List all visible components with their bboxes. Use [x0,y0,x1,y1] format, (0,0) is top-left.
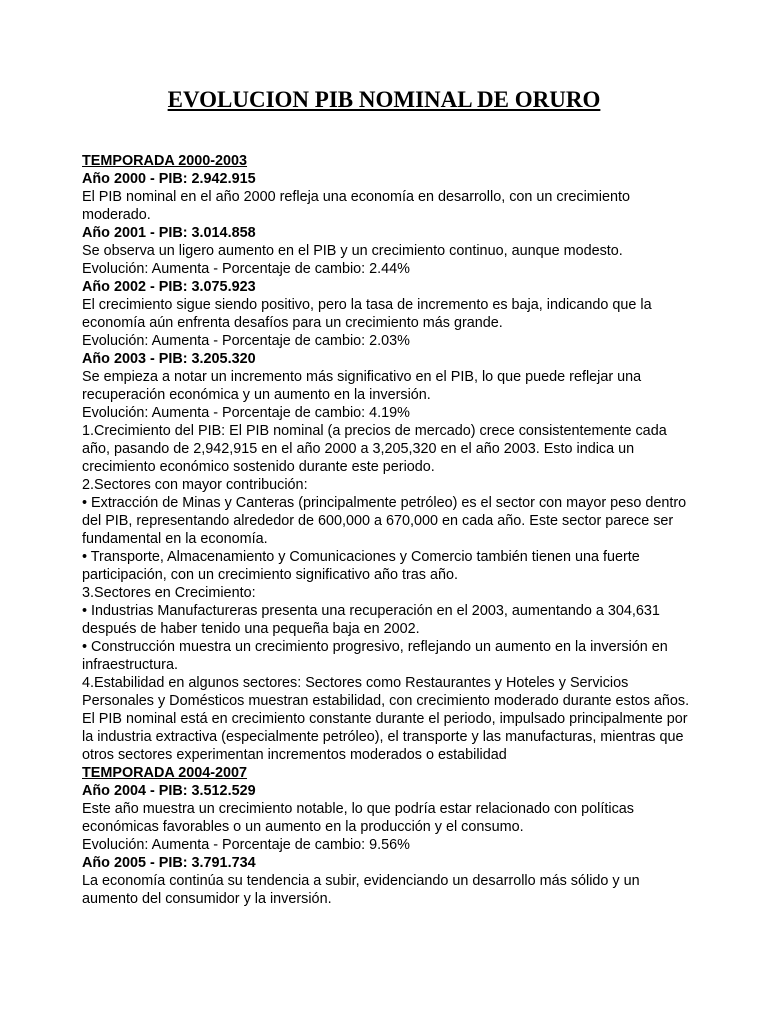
paragraph: 4.Estabilidad en algunos sectores: Sectores como Restaurantes y Hoteles y Servicios Personales y Domésticos muestran estabilidad, con crecimiento moderado durante estos años. [82,675,690,709]
bullet-item: • Construcción muestra un crecimiento progresivo, reflejando un aumento en la inversión en infraestructura. [82,639,668,673]
bullet-item: • Transporte, Almacenamiento y Comunicaciones y Comercio también tienen una fuerte participación, con un crecimiento significativo año tras año. [82,549,640,583]
evolution-line: Evolución: Aumenta - Porcentaje de cambio: 9.56% [82,837,410,853]
paragraph: Se observa un ligero aumento en el PIB y un crecimiento continuo, aunque modesto. [82,243,623,259]
year-heading: Año 2002 - PIB: 3.075.923 [82,279,256,295]
document-body [82,152,692,908]
paragraph: Se empieza a notar un incremento más significativo en el PIB, lo que puede reflejar una recuperación económica y un aumento en la inversión. [82,369,642,403]
year-heading: Año 2005 - PIB: 3.791.734 [82,855,256,871]
section-heading: TEMPORADA 2000-2003 [82,153,248,169]
evolution-line: Evolución: Aumenta - Porcentaje de cambio: 4.19% [82,405,410,421]
section-heading: TEMPORADA 2004-2007 [82,765,248,781]
paragraph: Este año muestra un crecimiento notable, lo que podría estar relacionado con políticas económicas favorables o un aumento en la producción y el consumo. [82,801,634,835]
paragraph: La economía continúa su tendencia a subir, evidenciando un desarrollo más sólido y un aumento del consumidor y la inversión. [82,873,640,907]
paragraph: El PIB nominal está en crecimiento constante durante el periodo, impulsado principalmente por la industria extractiva (especialmente petróleo), el transporte y las manufacturas, mientras que otros sectores experimentan incrementos moderados o estabilidad [82,711,688,763]
bullet-item: • Extracción de Minas y Canteras (principalmente petróleo) es el sector con mayor peso dentro del PIB, representando alrededor de 600,000 a 670,000 en cada año. Este sector parece ser fundamental en la economía. [82,495,687,547]
year-heading: Año 2001 - PIB: 3.014.858 [82,225,256,241]
bullet-item: • Industrias Manufactureras presenta una recuperación en el 2003, aumentando a 304,631 después de haber tenido una pequeña baja en 2002. [82,603,660,637]
paragraph: 2.Sectores con mayor contribución: [82,477,308,493]
evolution-line: Evolución: Aumenta - Porcentaje de cambio: 2.44% [82,261,410,277]
paragraph: 3.Sectores en Crecimiento: [82,585,256,601]
year-heading: Año 2003 - PIB: 3.205.320 [82,351,256,367]
paragraph: El crecimiento sigue siendo positivo, pero la tasa de incremento es baja, indicando que la economía aún enfrenta desafíos para un crecimiento más grande. [82,297,652,331]
year-heading: Año 2000 - PIB: 2.942.915 [82,171,256,187]
evolution-line: Evolución: Aumenta - Porcentaje de cambio: 2.03% [82,333,410,349]
year-heading: Año 2004 - PIB: 3.512.529 [82,783,256,799]
document-title: EVOLUCION PIB NOMINAL DE ORURO [167,87,601,112]
paragraph: El PIB nominal en el año 2000 refleja una economía en desarrollo, con un crecimiento moderado. [82,189,630,223]
paragraph: 1.Crecimiento del PIB: El PIB nominal (a precios de mercado) crece consistentemente cada año, pasando de 2,942,915 en el año 2000 a 3,205,320 en el año 2003. Esto indica un crecimiento económico sostenido durante este periodo. [82,423,667,475]
